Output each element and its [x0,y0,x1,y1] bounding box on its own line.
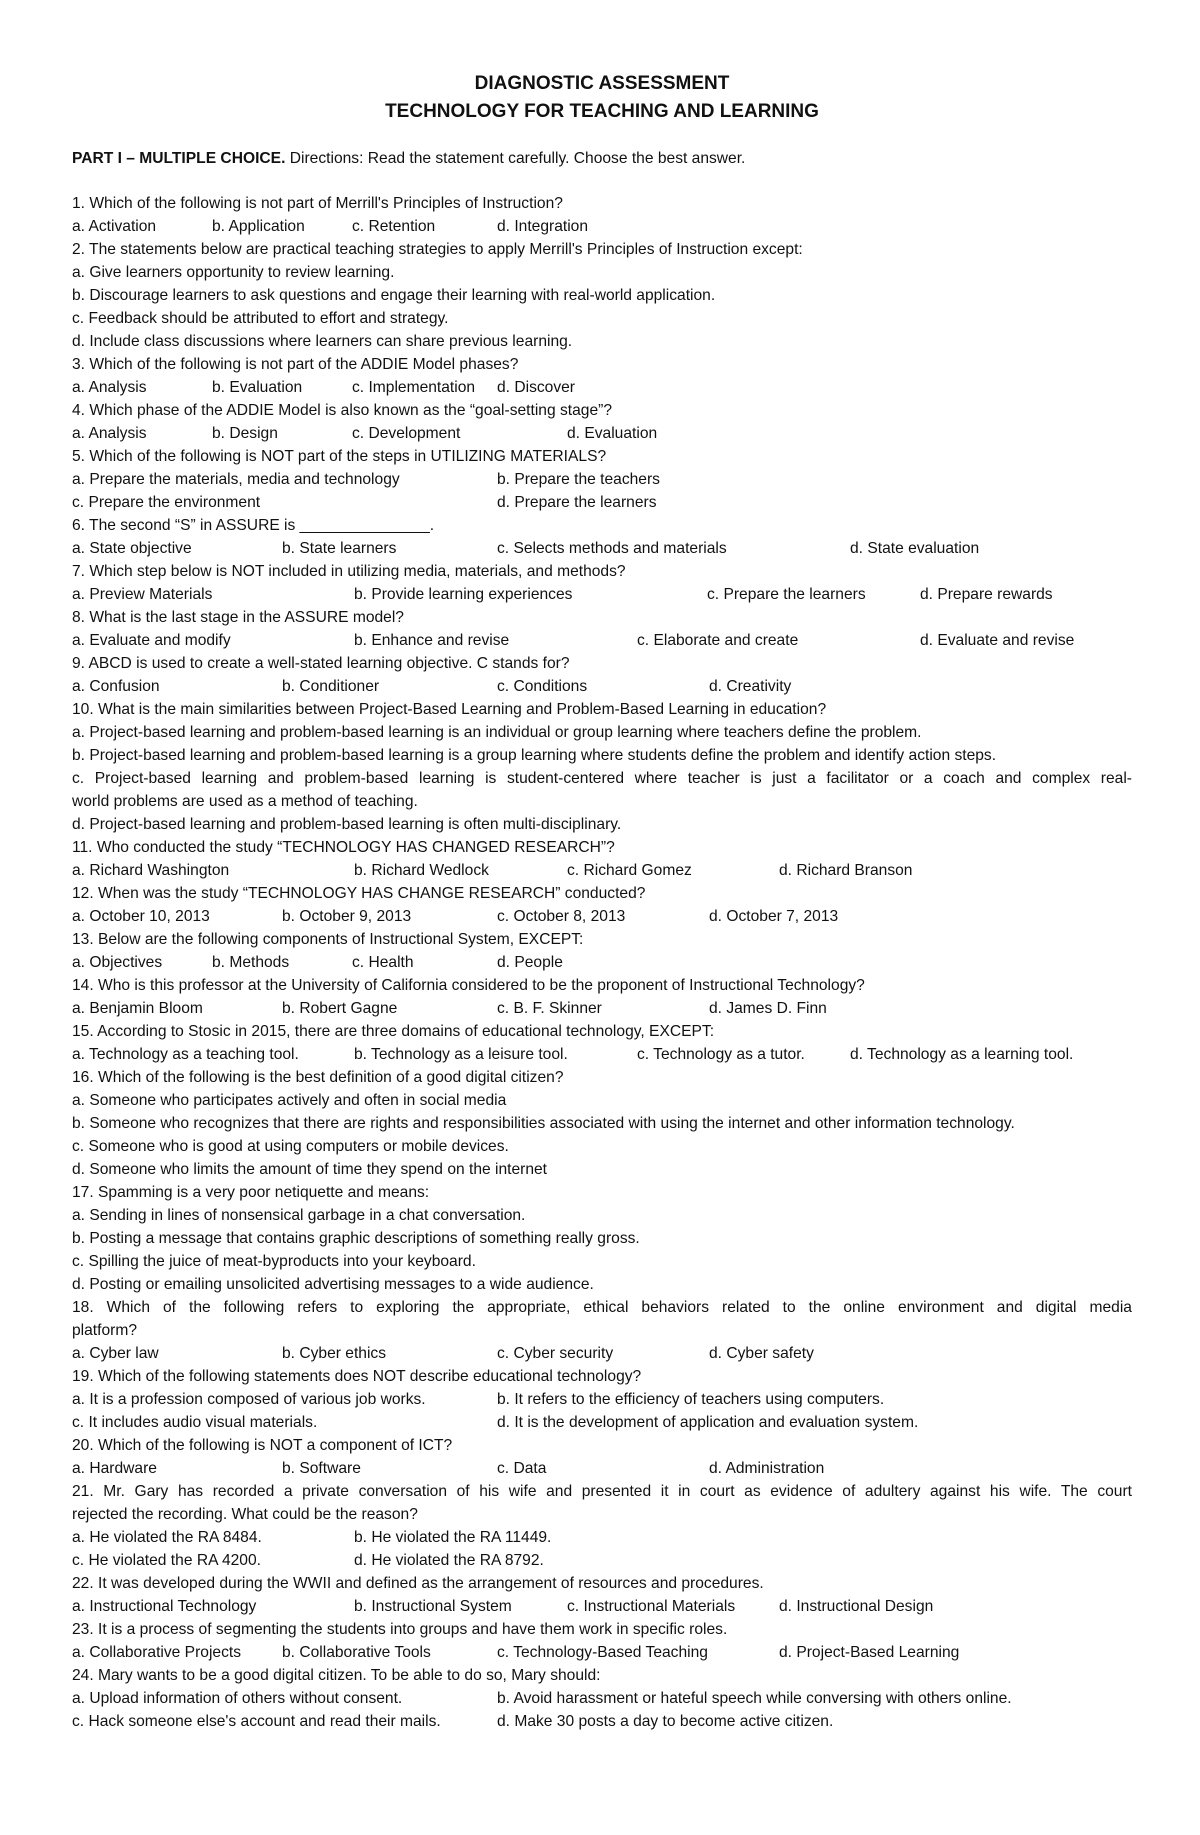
question-13: 13. Below are the following components of Instructional System, EXCEPT: [72,931,584,948]
option-d: d. Project-Based Learning [779,1644,960,1661]
option-a: a. Activation [72,218,157,235]
options-row [72,1595,1132,1618]
option-a: a. October 10, 2013 [72,908,210,925]
option-c: c. B. F. Skinner [497,1000,602,1017]
option-d: d. Evaluation [567,425,658,442]
part-heading [72,147,1132,170]
option-d: d. Evaluate and revise [920,632,1075,649]
option-d: d. Instructional Design [779,1598,934,1615]
options-row [72,583,1132,606]
options-row [72,468,1132,491]
option-d: d. Creativity [709,678,792,695]
option-c: c. Conditions [497,678,588,695]
option-a: a. Cyber law [72,1345,159,1362]
option-a: a. Evaluate and modify [72,632,231,649]
option-c: c. Spilling the juice of meat-byproducts into your keyboard. [72,1253,476,1270]
option-d: d. James D. Finn [709,1000,827,1017]
option-b: b. October 9, 2013 [282,908,412,925]
options-row [72,905,1132,928]
option-b: b. State learners [282,540,397,557]
option-c: c. Technology-Based Teaching [497,1644,708,1661]
options-row [72,629,1132,652]
option-c-continuation: world problems are used as a method of teaching. [72,793,418,810]
option-a: a. Confusion [72,678,160,695]
question-6: 6. The second “S” in ASSURE is _______________. [72,517,435,534]
question-8: 8. What is the last stage in the ASSURE model? [72,609,404,626]
option-c: c. Instructional Materials [567,1598,736,1615]
option-b: b. Prepare the teachers [497,471,660,488]
option-c: c. October 8, 2013 [497,908,626,925]
option-d: d. Someone who limits the amount of time they spend on the internet [72,1161,548,1178]
option-b: b. Enhance and revise [354,632,510,649]
option-d: d. Administration [709,1460,825,1477]
options-row [72,997,1132,1020]
option-b: b. Discourage learners to ask questions and engage their learning with real-world application. [72,287,716,304]
option-b: b. Methods [212,954,290,971]
option-a: a. Instructional Technology [72,1598,257,1615]
question-4: 4. Which phase of the ADDIE Model is also known as the “goal-setting stage”? [72,402,613,419]
option-a: a. Richard Washington [72,862,230,879]
question-14: 14. Who is this professor at the University of California considered to be the proponent of Instructional Technology? [72,977,865,994]
option-c: c. Selects methods and materials [497,540,727,557]
part-directions: Directions: Read the statement carefully. Choose the best answer. [289,150,746,167]
option-d: d. It is the development of application and evaluation system. [497,1414,919,1431]
question-9: 9. ABCD is used to create a well-stated learning objective. C stands for? [72,655,570,672]
question-19: 19. Which of the following statements does NOT describe educational technology? [72,1368,642,1385]
option-c: c. Data [497,1460,547,1477]
option-b: b. Software [282,1460,361,1477]
option-d: d. State evaluation [850,540,980,557]
options-row [72,537,1132,560]
option-b: b. Cyber ethics [282,1345,387,1362]
options-row [72,951,1132,974]
options-row [72,1388,1132,1411]
question-21: 21. Mr. Gary has recorded a private conversation of his wife and presented it in court as evidence of adultery against his wife. The court [72,1483,1132,1500]
option-b: b. Instructional System [354,1598,512,1615]
question-5: 5. Which of the following is NOT part of the steps in UTILIZING MATERIALS? [72,448,607,465]
option-b: b. Avoid harassment or hateful speech while conversing with others online. [497,1690,1012,1707]
question-20: 20. Which of the following is NOT a component of ICT? [72,1437,453,1454]
option-d: d. Integration [497,218,589,235]
option-c: c. Hack someone else's account and read their mails. [72,1713,441,1730]
question-18-continuation: platform? [72,1322,138,1339]
option-c: c. Richard Gomez [567,862,692,879]
question-17: 17. Spamming is a very poor netiquette and means: [72,1184,430,1201]
question-7: 7. Which step below is NOT included in utilizing media, materials, and methods? [72,563,626,580]
option-b: b. Robert Gagne [282,1000,398,1017]
option-d: d. Make 30 posts a day to become active citizen. [497,1713,834,1730]
option-a: a. Project-based learning and problem-based learning is an individual or group learning where teachers define the problem. [72,724,922,741]
option-b: b. Project-based learning and problem-based learning is a group learning where students define the problem and identify action steps. [72,747,997,764]
option-c: c. He violated the RA 4200. [72,1552,261,1569]
option-a: a. Prepare the materials, media and technology [72,471,400,488]
question-10: 10. What is the main similarities between Project-Based Learning and Problem-Based Learning in education? [72,701,827,718]
options-row [72,1549,1132,1572]
options-row [72,422,1132,445]
option-a: a. State objective [72,540,192,557]
option-b: b. Conditioner [282,678,380,695]
option-d: d. He violated the RA 8792. [354,1552,544,1569]
option-c: c. Prepare the environment [72,494,261,511]
option-a: a. Preview Materials [72,586,213,603]
question-21-continuation: rejected the recording. What could be the reason? [72,1506,418,1523]
option-c: c. Someone who is good at using computers or mobile devices. [72,1138,509,1155]
question-1: 1. Which of the following is not part of Merrill's Principles of Instruction? [72,195,563,212]
question-15: 15. According to Stosic in 2015, there are three domains of educational technology, EXCEPT: [72,1023,715,1040]
document-subtitle: TECHNOLOGY FOR TEACHING AND LEARNING [385,101,819,122]
option-c: c. Prepare the learners [707,586,866,603]
option-a: a. Collaborative Projects [72,1644,242,1661]
option-c: c. It includes audio visual materials. [72,1414,318,1431]
option-a: a. Upload information of others without consent. [72,1690,403,1707]
question-2: 2. The statements below are practical teaching strategies to apply Merrill's Principles of Instruction except: [72,241,803,258]
question-18: 18. Which of the following refers to exploring the appropriate, ethical behaviors related to the online environment and digital media [72,1299,1132,1316]
question-12: 12. When was the study “TECHNOLOGY HAS CHANGE RESEARCH” conducted? [72,885,646,902]
option-c: c. Implementation [352,379,476,396]
options-row [72,215,1132,238]
option-a: a. Analysis [72,425,147,442]
question-22: 22. It was developed during the WWII and defined as the arrangement of resources and procedures. [72,1575,764,1592]
option-d: d. Cyber safety [709,1345,814,1362]
options-row [72,1342,1132,1365]
option-b: b. Application [212,218,305,235]
option-d: d. People [497,954,563,971]
option-c: c. Health [352,954,414,971]
document-title: DIAGNOSTIC ASSESSMENT [474,73,730,94]
option-c: c. Technology as a tutor. [637,1046,805,1063]
options-row [72,1641,1132,1664]
options-row [72,491,1132,514]
option-a: a. He violated the RA 8484. [72,1529,262,1546]
option-a: a. Objectives [72,954,163,971]
option-a: a. Someone who participates actively and often in social media [72,1092,507,1109]
option-c: c. Feedback should be attributed to effort and strategy. [72,310,449,327]
option-d: d. Discover [497,379,575,396]
option-d: d. Include class discussions where learners can share previous learning. [72,333,573,350]
option-d: d. Prepare the learners [497,494,657,511]
question-11: 11. Who conducted the study “TECHNOLOGY HAS CHANGED RESEARCH”? [72,839,615,856]
question-3: 3. Which of the following is not part of the ADDIE Model phases? [72,356,519,373]
options-row [72,1043,1132,1066]
option-a: a. It is a profession composed of various job works. [72,1391,426,1408]
option-b: b. Posting a message that contains graphic descriptions of something really gross. [72,1230,640,1247]
options-row [72,1687,1132,1710]
option-d: d. Project-based learning and problem-based learning is often multi-disciplinary. [72,816,622,833]
option-d: d. Prepare rewards [920,586,1053,603]
option-b: b. Someone who recognizes that there are rights and responsibilities associated with using the internet and other information technology. [72,1115,1015,1132]
option-a: a. Give learners opportunity to review learning. [72,264,395,281]
option-a: a. Technology as a teaching tool. [72,1046,299,1063]
option-b: b. Collaborative Tools [282,1644,431,1661]
option-b: b. It refers to the efficiency of teachers using computers. [497,1391,885,1408]
options-row [72,1526,1132,1549]
option-d: d. Technology as a learning tool. [850,1046,1074,1063]
option-b: b. Provide learning experiences [354,586,573,603]
question-16: 16. Which of the following is the best definition of a good digital citizen? [72,1069,564,1086]
option-d: d. Richard Branson [779,862,913,879]
option-a: a. Benjamin Bloom [72,1000,203,1017]
option-a: a. Sending in lines of nonsensical garbage in a chat conversation. [72,1207,526,1224]
option-c: c. Development [352,425,461,442]
option-c: c. Retention [352,218,436,235]
question-23: 23. It is a process of segmenting the students into groups and have them work in specific roles. [72,1621,728,1638]
option-c: c. Project-based learning and problem-based learning is student-centered where teacher is just a facilitator or a coach and complex real- [72,770,1132,787]
question-24: 24. Mary wants to be a good digital citizen. To be able to do so, Mary should: [72,1667,601,1684]
option-c: c. Elaborate and create [637,632,799,649]
option-b: b. He violated the RA 11449. [354,1529,552,1546]
part-label: PART I – MULTIPLE CHOICE. [72,150,286,167]
option-a: a. Hardware [72,1460,157,1477]
option-d: d. Posting or emailing unsolicited advertising messages to a wide audience. [72,1276,594,1293]
option-d: d. October 7, 2013 [709,908,839,925]
option-b: b. Richard Wedlock [354,862,489,879]
options-row [72,859,1132,882]
option-b: b. Design [212,425,278,442]
option-c: c. Cyber security [497,1345,614,1362]
options-row [72,1710,1132,1733]
options-row [72,675,1132,698]
option-b: b. Technology as a leisure tool. [354,1046,568,1063]
option-b: b. Evaluation [212,379,303,396]
options-row [72,1411,1132,1434]
options-row [72,376,1132,399]
option-a: a. Analysis [72,379,147,396]
options-row [72,1457,1132,1480]
